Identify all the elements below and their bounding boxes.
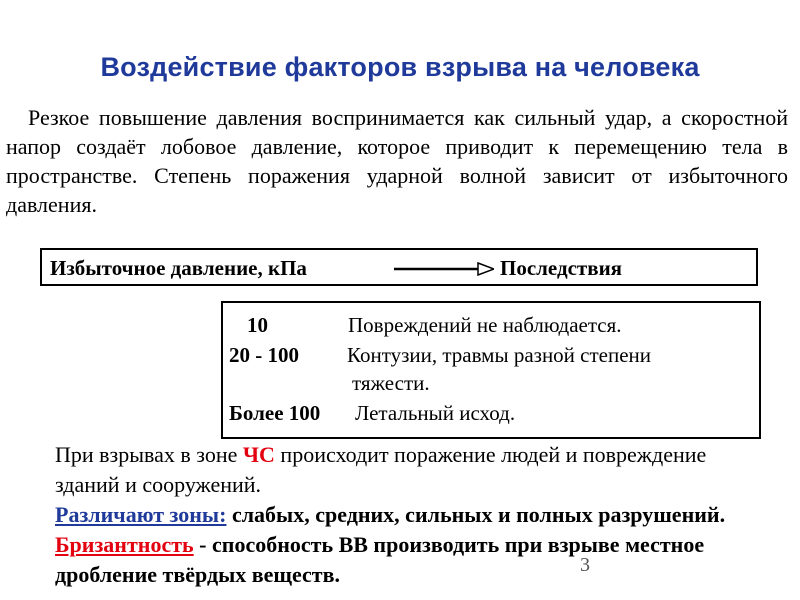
- table-row: [229, 311, 622, 339]
- table-row: [229, 399, 516, 427]
- arrow-right-icon: [394, 262, 494, 276]
- consequence-text: Контузии, травмы разной степени: [347, 343, 652, 367]
- bottom-text: [55, 440, 775, 590]
- brisance-link[interactable]: Бризантность: [55, 532, 194, 557]
- consequence-text: Повреждений не наблюдается.: [348, 313, 622, 337]
- pressure-value: 20 - 100: [229, 343, 299, 367]
- pressure-consequences-table: [221, 301, 761, 439]
- consequence-text: тяжести.: [352, 371, 430, 395]
- brisance-text: - способность ВВ производить при взрыве местное дробление твёрдых веществ.: [55, 532, 705, 587]
- emergency-text-start: При взрывах в зоне: [55, 442, 243, 467]
- zones-text: слабых, средних, сильных и полных разрушений.: [226, 502, 726, 527]
- emergency-abbr: ЧС: [242, 442, 275, 467]
- slide-title: Воздействие факторов взрыва на человека: [100, 52, 700, 82]
- page-number: 3: [580, 554, 590, 576]
- consequences-label: Последствия: [500, 256, 623, 280]
- pressure-value: Более 100: [229, 401, 321, 425]
- pressure-label: Избыточное давление, кПа: [50, 256, 307, 280]
- pressure-value: 10: [247, 313, 268, 337]
- emergency-text-end: происходит поражение людей и повреждение зданий и сооружений.: [55, 442, 707, 497]
- table-row: [229, 341, 652, 369]
- consequence-text: Летальный исход.: [355, 401, 516, 425]
- zones-link[interactable]: Различают зоны:: [55, 502, 227, 527]
- pressure-header-box: [40, 248, 758, 286]
- intro-paragraph: Резкое повышение давления воспринимается как сильный удар, а скоростной напор создаёт лобовое давление, которое приводит к перемещению тела в пространстве. Степень поражения ударной волной зависит от избыточного давления.: [6, 105, 788, 217]
